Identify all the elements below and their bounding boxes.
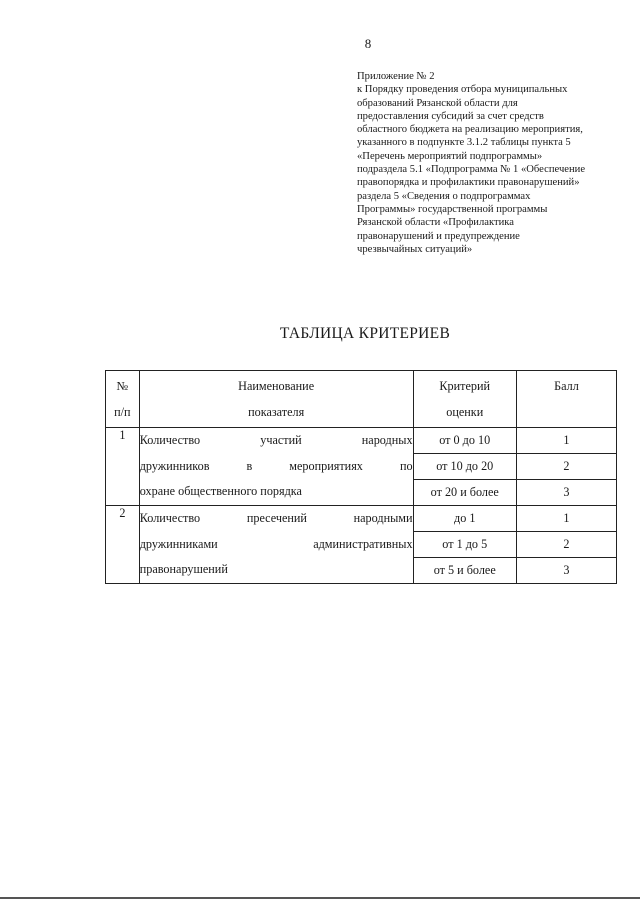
annex-line: образований Рязанской области для xyxy=(357,97,518,109)
criterion-range: от 10 до 20 xyxy=(413,454,516,480)
annex-line: правопорядка и профилактики правонарушений» xyxy=(357,177,580,189)
annex-line: областного бюджета на реализацию мероприятия, xyxy=(357,124,583,136)
indicator-name: Количество пресечений народными дружинниками административных правонарушений xyxy=(139,506,413,584)
annex-line: к Порядку проведения отбора муниципальных xyxy=(357,84,568,96)
criteria-table xyxy=(105,370,617,584)
annex-line: подраздела 5.1 «Подпрограмма № 1 «Обеспечение xyxy=(357,164,586,176)
header-score: Балл xyxy=(516,371,616,428)
annex-line: Программы» государственной программы xyxy=(357,203,548,215)
annex-line: «Перечень мероприятий подпрограммы» xyxy=(357,150,543,162)
annex-line: раздела 5 «Сведения о подпрограммах xyxy=(357,190,531,202)
criterion-range: от 5 и более xyxy=(413,558,516,584)
criterion-score: 3 xyxy=(516,558,616,584)
row-number: 2 xyxy=(106,506,140,584)
criterion-score: 2 xyxy=(516,532,616,558)
annex-line: предоставления субсидий за счет средств xyxy=(357,110,544,122)
annex-line: указанного в подпункте 3.1.2 таблицы пункта 5 xyxy=(357,137,571,149)
header-num: № п/п xyxy=(106,371,140,428)
annex-line: Приложение № 2 xyxy=(357,71,435,82)
criterion-score: 3 xyxy=(516,480,616,506)
annex-line: правонарушений и предупреждение xyxy=(357,230,520,242)
criterion-range: до 1 xyxy=(413,506,516,532)
annex-line: Рязанской области «Профилактика xyxy=(357,217,514,229)
indicator-name: Количество участий народных дружинников в мероприятиях по охране общественного порядка xyxy=(139,428,413,506)
table-header-row xyxy=(106,371,617,428)
table-row xyxy=(106,506,617,532)
row-number: 1 xyxy=(106,428,140,506)
page-bottom-rule xyxy=(0,897,640,899)
annex-note xyxy=(357,70,627,256)
criterion-score: 1 xyxy=(516,506,616,532)
criterion-score: 1 xyxy=(516,428,616,454)
table-title: ТАБЛИЦА КРИТЕРИЕВ xyxy=(279,325,451,342)
criterion-score: 2 xyxy=(516,454,616,480)
annex-line: чрезвычайных ситуаций» xyxy=(357,243,473,255)
page-number: 8 xyxy=(364,36,372,51)
criterion-range: от 1 до 5 xyxy=(413,532,516,558)
header-criterion: Критерий оценки xyxy=(413,371,516,428)
criterion-range: от 0 до 10 xyxy=(413,428,516,454)
header-name: Наименование показателя xyxy=(139,371,413,428)
table-row xyxy=(106,428,617,454)
criterion-range: от 20 и более xyxy=(413,480,516,506)
